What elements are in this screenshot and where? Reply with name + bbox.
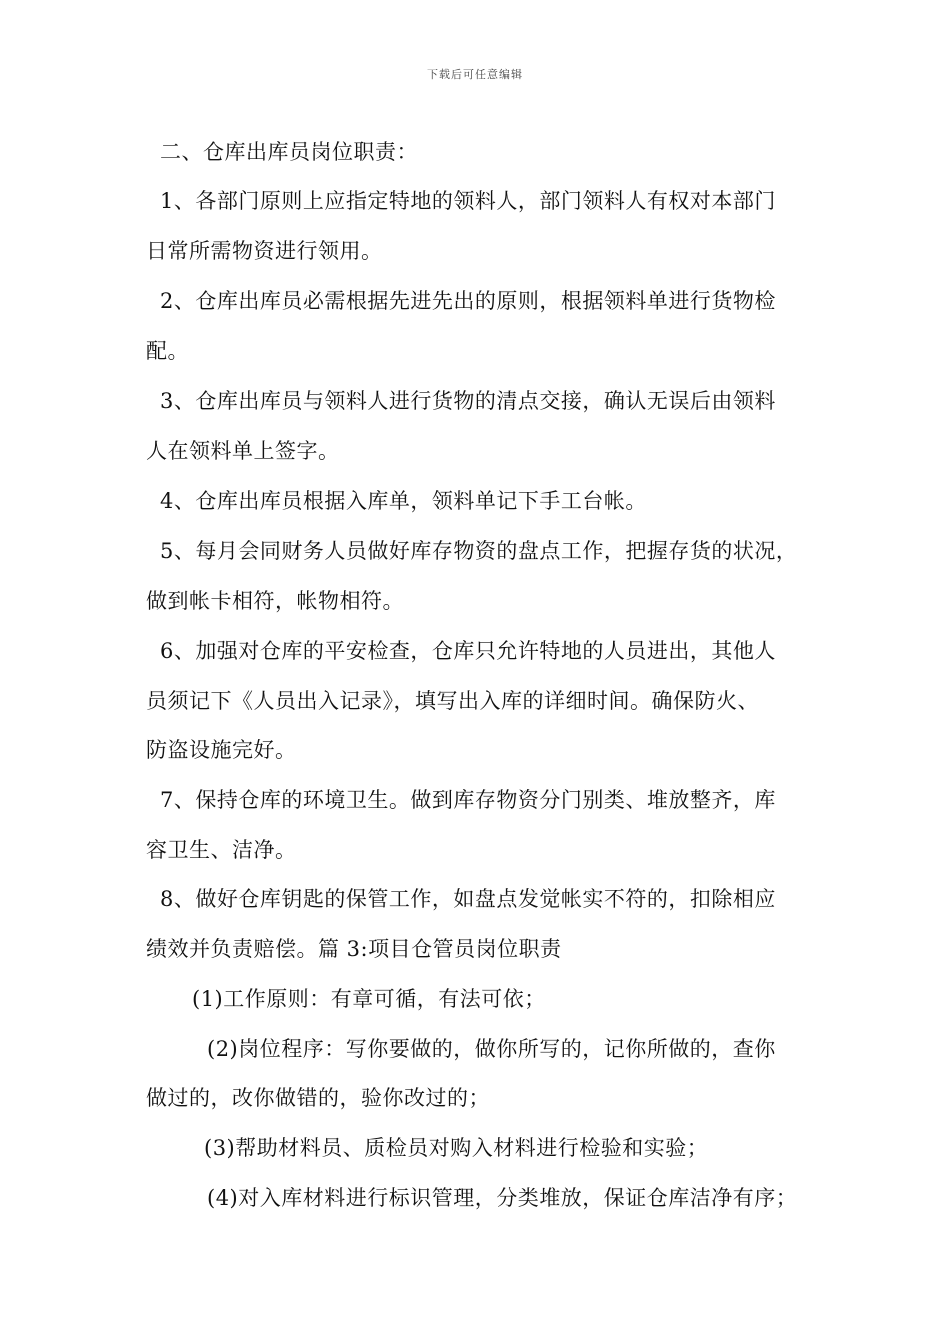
paragraph-line: 日常所需物资进行领用。 xyxy=(146,239,383,263)
paragraph-line: 容卫生、洁净。 xyxy=(146,838,297,862)
paragraph-line: (3)帮助材料员、质检员对购入材料进行检验和实验； xyxy=(204,1136,709,1160)
paragraph-line: 3、仓库出库员与领料人进行货物的清点交接，确认无误后由领料 xyxy=(160,389,776,413)
paragraph-line: 5、每月会同财务人员做好库存物资的盘点工作，把握存货的状况， xyxy=(160,539,798,563)
header-note: 下载后可任意编辑 xyxy=(427,68,523,81)
paragraph-line: 4、仓库出库员根据入库单，领料单记下手工台帐。 xyxy=(160,489,647,513)
paragraph-line: 绩效并负责赔偿。篇 3:项目仓管员岗位职责 xyxy=(146,937,562,961)
paragraph-line: 防盗设施完好。 xyxy=(146,738,297,762)
paragraph-line: 人在领料单上签字。 xyxy=(146,439,340,463)
paragraph-line: 配。 xyxy=(146,339,189,363)
paragraph-line: 6、加强对仓库的平安检查，仓库只允许特地的人员进出，其他人 xyxy=(160,639,776,663)
paragraph-line: 员须记下《人员出入记录》，填写出入库的详细时间。确保防火、 xyxy=(146,689,759,713)
paragraph-line: 2、仓库出库员必需根据先进先出的原则，根据领料单进行货物检 xyxy=(160,289,776,313)
paragraph-line: 7、保持仓库的环境卫生。做到库存物资分门别类、堆放整齐，库 xyxy=(160,788,776,812)
paragraph-line: 做到帐卡相符，帐物相符。 xyxy=(146,589,404,613)
paragraph-line: 做过的，改你做错的，验你改过的； xyxy=(146,1086,490,1110)
section-heading: 二、仓库出库员岗位职责： xyxy=(160,140,418,164)
paragraph-line: (2)岗位程序：写你要做的，做你所写的，记你所做的，查你 xyxy=(207,1037,776,1061)
paragraph-line: 8、做好仓库钥匙的保管工作，如盘点发觉帐实不符的，扣除相应 xyxy=(160,887,776,911)
paragraph-line: 1、各部门原则上应指定特地的领料人，部门领料人有权对本部门 xyxy=(160,189,776,213)
paragraph-line: (1)工作原则：有章可循，有法可依； xyxy=(192,987,546,1011)
paragraph-line: (4)对入库材料进行标识管理，分类堆放，保证仓库洁净有序； xyxy=(207,1186,798,1210)
